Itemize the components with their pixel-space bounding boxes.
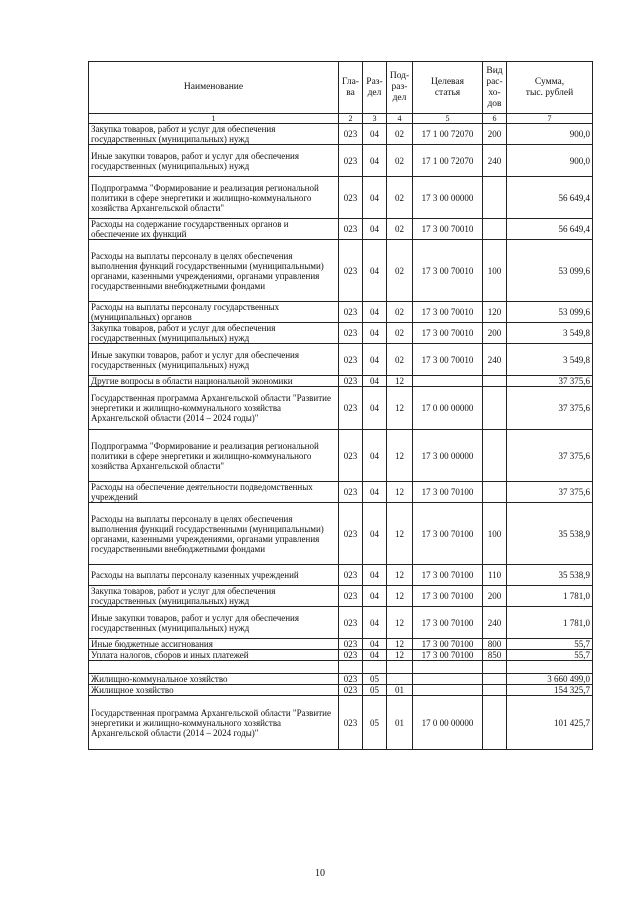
column-number: 6 bbox=[483, 114, 507, 124]
row-type: 120 bbox=[483, 302, 507, 323]
row-sum: 1 781,0 bbox=[507, 586, 593, 607]
row-sum: 35 538,9 bbox=[507, 565, 593, 586]
row-subsection: 02 bbox=[387, 219, 413, 240]
table-row bbox=[89, 586, 593, 607]
row-chapter: 023 bbox=[339, 323, 363, 344]
row-section: 05 bbox=[363, 696, 387, 750]
row-target bbox=[413, 661, 483, 674]
row-target: 17 0 00 00000 bbox=[413, 387, 483, 430]
row-chapter bbox=[339, 661, 363, 674]
table-row bbox=[89, 482, 593, 503]
row-section: 04 bbox=[363, 387, 387, 430]
row-section: 04 bbox=[363, 639, 387, 650]
row-type bbox=[483, 430, 507, 482]
row-type bbox=[483, 482, 507, 503]
table-row bbox=[89, 376, 593, 387]
row-subsection: 12 bbox=[387, 586, 413, 607]
row-name: Иные бюджетные ассигнования bbox=[89, 639, 339, 650]
row-sum: 56 649,4 bbox=[507, 177, 593, 219]
row-sum: 154 325,7 bbox=[507, 685, 593, 696]
row-section bbox=[363, 661, 387, 674]
row-chapter: 023 bbox=[339, 302, 363, 323]
row-type bbox=[483, 177, 507, 219]
row-type: 800 bbox=[483, 639, 507, 650]
row-target: 17 3 00 70010 bbox=[413, 219, 483, 240]
row-subsection bbox=[387, 674, 413, 685]
row-target: 17 3 00 00000 bbox=[413, 430, 483, 482]
row-type bbox=[483, 674, 507, 685]
column-number: 5 bbox=[413, 114, 483, 124]
row-subsection: 12 bbox=[387, 376, 413, 387]
row-name: Закупка товаров, работ и услуг для обеспечения государственных (муниципальных) нужд bbox=[89, 323, 339, 344]
row-name: Уплата налогов, сборов и иных платежей bbox=[89, 650, 339, 661]
header-sum: Сумма, тыс. рублей bbox=[507, 62, 593, 114]
row-name: Расходы на выплаты персоналу в целях обеспечения выполнения функций государственными (муниципальными) органами, казенными учреждениями, органами управления государственными внебюджетными фондами bbox=[89, 240, 339, 302]
page-number: 10 bbox=[315, 868, 325, 879]
row-chapter: 023 bbox=[339, 503, 363, 565]
row-name: Государственная программа Архангельской области "Развитие энергетики и жилищно-коммунального хозяйства Архангельской области (2014 – 2024 годы)" bbox=[89, 387, 339, 430]
row-name: Жилищное хозяйство bbox=[89, 685, 339, 696]
row-subsection: 12 bbox=[387, 503, 413, 565]
row-name: Расходы на выплаты персоналу в целях обеспечения выполнения функций государственными (муниципальными) органами, казенными учреждениями, органами управления государственными внебюджетными фондами bbox=[89, 503, 339, 565]
table-row bbox=[89, 430, 593, 482]
row-chapter: 023 bbox=[339, 387, 363, 430]
row-subsection: 12 bbox=[387, 430, 413, 482]
row-chapter: 023 bbox=[339, 650, 363, 661]
table-row bbox=[89, 387, 593, 430]
row-name: Иные закупки товаров, работ и услуг для обеспечения государственных (муниципальных) нужд bbox=[89, 344, 339, 376]
row-chapter: 023 bbox=[339, 376, 363, 387]
row-section: 04 bbox=[363, 565, 387, 586]
row-chapter: 023 bbox=[339, 177, 363, 219]
header-target: Целевая статья bbox=[413, 62, 483, 114]
row-chapter: 023 bbox=[339, 639, 363, 650]
row-subsection: 12 bbox=[387, 639, 413, 650]
header-subsection: Под- раз- дел bbox=[387, 62, 413, 114]
row-sum: 55,7 bbox=[507, 639, 593, 650]
row-sum: 37 375,6 bbox=[507, 482, 593, 503]
table-row bbox=[89, 607, 593, 639]
row-target: 17 3 00 70100 bbox=[413, 639, 483, 650]
header-chapter: Гла- ва bbox=[339, 62, 363, 114]
row-sum: 37 375,6 bbox=[507, 376, 593, 387]
row-name bbox=[89, 661, 339, 674]
row-name: Жилищно-коммунальное хозяйство bbox=[89, 674, 339, 685]
row-name: Закупка товаров, работ и услуг для обеспечения государственных (муниципальных) нужд bbox=[89, 586, 339, 607]
row-type: 200 bbox=[483, 586, 507, 607]
table-row bbox=[89, 302, 593, 323]
row-sum: 56 649,4 bbox=[507, 219, 593, 240]
row-subsection: 02 bbox=[387, 240, 413, 302]
table-row bbox=[89, 503, 593, 565]
row-section: 04 bbox=[363, 430, 387, 482]
row-subsection bbox=[387, 661, 413, 674]
row-type: 240 bbox=[483, 344, 507, 376]
row-sum: 37 375,6 bbox=[507, 387, 593, 430]
row-sum: 55,7 bbox=[507, 650, 593, 661]
row-type bbox=[483, 387, 507, 430]
row-type: 240 bbox=[483, 607, 507, 639]
row-section: 04 bbox=[363, 240, 387, 302]
column-number: 2 bbox=[339, 114, 363, 124]
row-section: 05 bbox=[363, 674, 387, 685]
table-row bbox=[89, 685, 593, 696]
row-target: 17 3 00 00000 bbox=[413, 177, 483, 219]
row-target: 17 0 00 00000 bbox=[413, 696, 483, 750]
row-section: 04 bbox=[363, 219, 387, 240]
column-number: 4 bbox=[387, 114, 413, 124]
row-target: 17 1 00 72070 bbox=[413, 124, 483, 145]
row-chapter: 023 bbox=[339, 607, 363, 639]
row-type bbox=[483, 685, 507, 696]
table-row bbox=[89, 240, 593, 302]
row-section: 04 bbox=[363, 650, 387, 661]
row-type: 240 bbox=[483, 145, 507, 177]
column-number-row bbox=[89, 114, 593, 124]
row-target: 17 3 00 70010 bbox=[413, 323, 483, 344]
row-name: Расходы на обеспечение деятельности подведомственных учреждений bbox=[89, 482, 339, 503]
table-row bbox=[89, 565, 593, 586]
table-row bbox=[89, 145, 593, 177]
row-sum: 37 375,6 bbox=[507, 430, 593, 482]
row-section: 04 bbox=[363, 302, 387, 323]
row-type: 100 bbox=[483, 240, 507, 302]
row-name: Расходы на выплаты персоналу казенных учреждений bbox=[89, 565, 339, 586]
row-type bbox=[483, 661, 507, 674]
row-target: 17 3 00 70100 bbox=[413, 482, 483, 503]
row-target: 17 3 00 70100 bbox=[413, 565, 483, 586]
table-row bbox=[89, 124, 593, 145]
table-row bbox=[89, 639, 593, 650]
column-number: 3 bbox=[363, 114, 387, 124]
row-subsection: 12 bbox=[387, 607, 413, 639]
row-subsection: 02 bbox=[387, 344, 413, 376]
row-target: 17 3 00 70010 bbox=[413, 302, 483, 323]
row-section: 05 bbox=[363, 685, 387, 696]
row-section: 04 bbox=[363, 376, 387, 387]
row-name: Иные закупки товаров, работ и услуг для обеспечения государственных (муниципальных) нужд bbox=[89, 607, 339, 639]
row-subsection: 02 bbox=[387, 145, 413, 177]
row-chapter: 023 bbox=[339, 586, 363, 607]
row-subsection: 12 bbox=[387, 482, 413, 503]
row-type: 110 bbox=[483, 565, 507, 586]
table-row bbox=[89, 219, 593, 240]
row-chapter: 023 bbox=[339, 240, 363, 302]
row-target: 17 3 00 70010 bbox=[413, 240, 483, 302]
row-section: 04 bbox=[363, 344, 387, 376]
row-type bbox=[483, 696, 507, 750]
row-sum: 3 549,8 bbox=[507, 344, 593, 376]
row-target: 17 1 00 72070 bbox=[413, 145, 483, 177]
row-sum: 900,0 bbox=[507, 145, 593, 177]
row-sum: 3 660 499,0 bbox=[507, 674, 593, 685]
row-target: 17 3 00 70100 bbox=[413, 650, 483, 661]
row-name: Государственная программа Архангельской области "Развитие энергетики и жилищно-коммунального хозяйства Архангельской области (2014 – 2024 годы)" bbox=[89, 696, 339, 750]
row-section: 04 bbox=[363, 124, 387, 145]
row-name: Подпрограмма "Формирование и реализация региональной политики в сфере энергетики и жилищно-коммунального хозяйства Архангельской области" bbox=[89, 430, 339, 482]
table-row bbox=[89, 344, 593, 376]
row-name: Другие вопросы в области национальной экономики bbox=[89, 376, 339, 387]
row-sum: 3 549,8 bbox=[507, 323, 593, 344]
column-number: 7 bbox=[507, 114, 593, 124]
row-chapter: 023 bbox=[339, 685, 363, 696]
row-name: Закупка товаров, работ и услуг для обеспечения государственных (муниципальных) нужд bbox=[89, 124, 339, 145]
row-section: 04 bbox=[363, 482, 387, 503]
row-sum: 53 099,6 bbox=[507, 302, 593, 323]
row-sum bbox=[507, 661, 593, 674]
table-row bbox=[89, 177, 593, 219]
table-row bbox=[89, 696, 593, 750]
row-section: 04 bbox=[363, 177, 387, 219]
row-subsection: 02 bbox=[387, 124, 413, 145]
row-name: Расходы на выплаты персоналу государственных (муниципальных) органов bbox=[89, 302, 339, 323]
row-sum: 101 425,7 bbox=[507, 696, 593, 750]
header-name: Наименование bbox=[89, 62, 339, 114]
row-chapter: 023 bbox=[339, 145, 363, 177]
column-number: 1 bbox=[89, 114, 339, 124]
row-chapter: 023 bbox=[339, 219, 363, 240]
row-sum: 1 781,0 bbox=[507, 607, 593, 639]
row-target: 17 3 00 70100 bbox=[413, 503, 483, 565]
row-target bbox=[413, 376, 483, 387]
table-row bbox=[89, 674, 593, 685]
row-target: 17 3 00 70100 bbox=[413, 607, 483, 639]
row-type bbox=[483, 219, 507, 240]
header-section: Раз- дел bbox=[363, 62, 387, 114]
row-subsection: 01 bbox=[387, 696, 413, 750]
row-type: 200 bbox=[483, 323, 507, 344]
row-chapter: 023 bbox=[339, 482, 363, 503]
header-row bbox=[89, 62, 593, 114]
row-subsection: 02 bbox=[387, 323, 413, 344]
row-type bbox=[483, 376, 507, 387]
budget-table bbox=[88, 61, 593, 750]
row-chapter: 023 bbox=[339, 696, 363, 750]
row-name: Расходы на содержание государственных органов и обеспечение их функций bbox=[89, 219, 339, 240]
table-row bbox=[89, 323, 593, 344]
row-target: 17 3 00 70010 bbox=[413, 344, 483, 376]
row-sum: 900,0 bbox=[507, 124, 593, 145]
row-section: 04 bbox=[363, 145, 387, 177]
row-type: 200 bbox=[483, 124, 507, 145]
row-sum: 53 099,6 bbox=[507, 240, 593, 302]
row-subsection: 12 bbox=[387, 387, 413, 430]
row-sum: 35 538,9 bbox=[507, 503, 593, 565]
row-chapter: 023 bbox=[339, 565, 363, 586]
table-row bbox=[89, 661, 593, 674]
row-section: 04 bbox=[363, 503, 387, 565]
row-chapter: 023 bbox=[339, 344, 363, 376]
row-type: 100 bbox=[483, 503, 507, 565]
row-target bbox=[413, 685, 483, 696]
row-chapter: 023 bbox=[339, 124, 363, 145]
row-name: Подпрограмма "Формирование и реализация региональной политики в сфере энергетики и жилищно-коммунального хозяйства Архангельской области" bbox=[89, 177, 339, 219]
table-body bbox=[89, 124, 593, 750]
row-subsection: 02 bbox=[387, 302, 413, 323]
row-section: 04 bbox=[363, 586, 387, 607]
row-section: 04 bbox=[363, 323, 387, 344]
row-subsection: 12 bbox=[387, 650, 413, 661]
row-chapter: 023 bbox=[339, 674, 363, 685]
row-subsection: 12 bbox=[387, 565, 413, 586]
header-type: Вид рас- хо- дов bbox=[483, 62, 507, 114]
row-target: 17 3 00 70100 bbox=[413, 586, 483, 607]
row-section: 04 bbox=[363, 607, 387, 639]
row-chapter: 023 bbox=[339, 430, 363, 482]
row-name: Иные закупки товаров, работ и услуг для обеспечения государственных (муниципальных) нужд bbox=[89, 145, 339, 177]
row-target bbox=[413, 674, 483, 685]
table-row bbox=[89, 650, 593, 661]
row-type: 850 bbox=[483, 650, 507, 661]
row-subsection: 02 bbox=[387, 177, 413, 219]
row-subsection: 01 bbox=[387, 685, 413, 696]
